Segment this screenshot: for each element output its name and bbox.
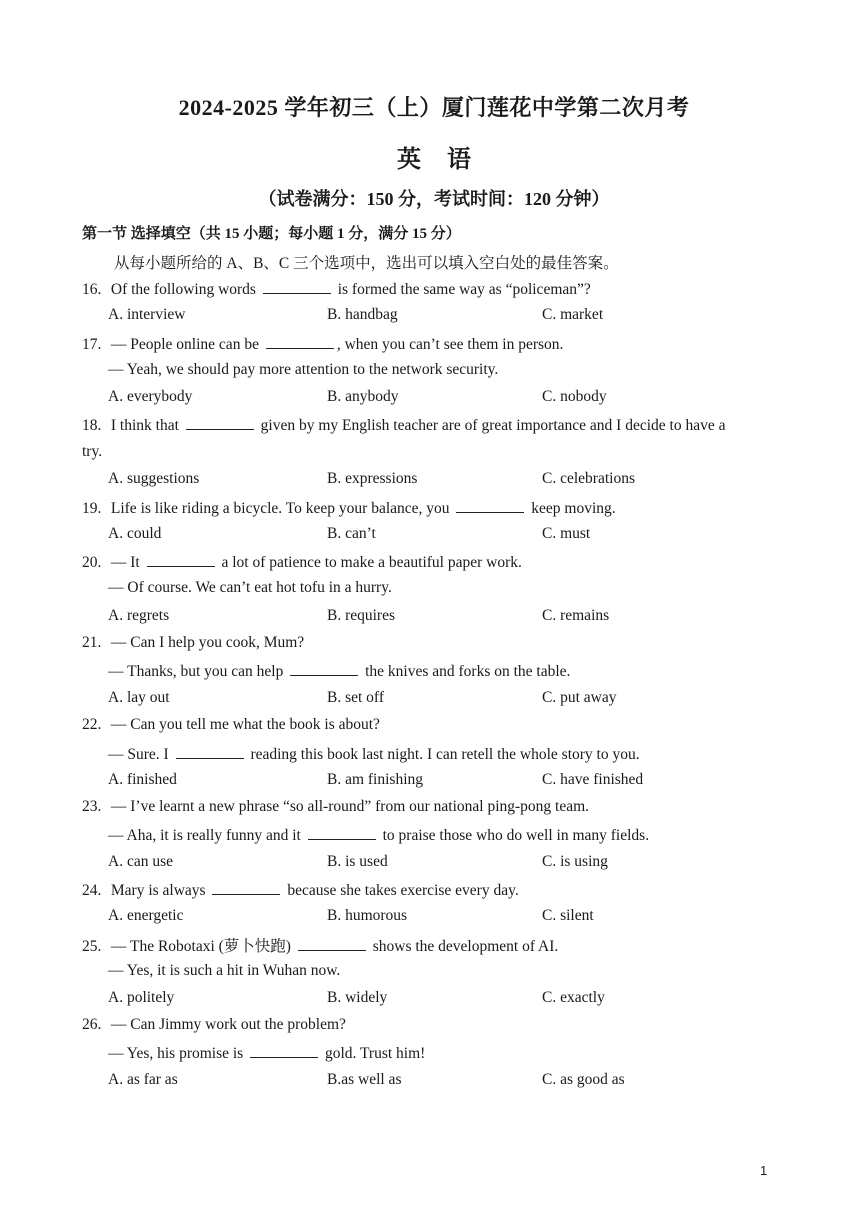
- option-b: B. humorous: [327, 907, 408, 924]
- question-18: [82, 415, 725, 435]
- question-number: 18.: [82, 417, 102, 434]
- option-c: C. nobody: [542, 388, 607, 405]
- option-b: B. anybody: [327, 388, 399, 405]
- question-line: [108, 825, 649, 845]
- question-text: shows the development of AI.: [372, 938, 559, 955]
- question-text: Of the following words: [110, 281, 256, 298]
- answer-blank: [176, 744, 244, 759]
- question-number: 20.: [82, 554, 102, 571]
- question-text: is formed the same way as “policeman”?: [337, 281, 591, 298]
- option-b: B. expressions: [327, 470, 418, 487]
- question-number: 26.: [82, 1016, 102, 1033]
- option-a: A. suggestions: [108, 470, 200, 487]
- option-c: C. put away: [542, 689, 617, 706]
- question-line: — Yeah, we should pay more attention to the network security.: [108, 361, 499, 378]
- question-text: keep moving.: [531, 500, 616, 517]
- question-text: — Thanks, but you can help: [108, 663, 284, 680]
- answer-blank: [147, 552, 215, 567]
- question-text: to praise those who do well in many fields.: [382, 827, 650, 844]
- question-text: Life is like riding a bicycle. To keep your balance, you: [110, 500, 450, 517]
- question-23: [82, 798, 589, 816]
- question-text: — Yes, his promise is: [108, 1045, 244, 1062]
- option-a: A. regrets: [108, 607, 170, 624]
- option-b: B. is used: [327, 853, 388, 870]
- question-24: [82, 880, 519, 900]
- option-a: A. could: [108, 525, 162, 542]
- section-instruction: 从每小题所给的 A、B、C 三个选项中，选出可以填入空白处的最佳答案。: [114, 255, 619, 272]
- option-b: B. handbag: [327, 306, 398, 323]
- subject-char-1: 英: [397, 147, 421, 173]
- question-number: 19.: [82, 500, 102, 517]
- question-number: 25.: [82, 938, 102, 955]
- option-c: C. is using: [542, 853, 608, 870]
- question-text: gold. Trust him!: [324, 1045, 426, 1062]
- section-heading: 第一节 选择填空（共 15 小题；每小题 1 分，满分 15 分）: [82, 226, 461, 242]
- question-number: 17.: [82, 336, 102, 353]
- question-19: [82, 498, 616, 518]
- question-line: [108, 1043, 425, 1063]
- question-26: [82, 1016, 346, 1034]
- question-number: 24.: [82, 882, 102, 899]
- option-a: A. finished: [108, 771, 177, 788]
- question-21: [82, 634, 304, 652]
- question-text: — Can Jimmy work out the problem?: [110, 1016, 346, 1033]
- question-20: [82, 552, 522, 572]
- answer-blank: [250, 1043, 318, 1058]
- answer-blank: [263, 279, 331, 294]
- question-text: Mary is always: [110, 882, 206, 899]
- question-number: 23.: [82, 798, 102, 815]
- option-b: B. requires: [327, 607, 396, 624]
- question-text: , when you can’t see them in person.: [336, 336, 564, 353]
- question-text: — Sure. I: [108, 746, 169, 763]
- answer-blank: [290, 661, 358, 676]
- page-number: 1: [760, 1163, 768, 1178]
- option-b: B. can’t: [327, 525, 376, 542]
- question-text: I think that: [110, 417, 179, 434]
- question-text: — I’ve learnt a new phrase “so all-round” from our national ping-pong team.: [110, 798, 590, 815]
- question-text: a lot of patience to make a beautiful paper work.: [221, 554, 522, 571]
- question-text: reading this book last night. I can retell the whole story to you.: [250, 746, 640, 763]
- option-c: C. have finished: [542, 771, 644, 788]
- question-text: the knives and forks on the table.: [365, 663, 571, 680]
- answer-blank: [308, 825, 376, 840]
- option-c: C. celebrations: [542, 470, 635, 487]
- question-text: — Aha, it is really funny and it: [108, 827, 301, 844]
- exam-title: 2024-2025 学年初三（上）厦门莲花中学第二次月考: [178, 95, 690, 120]
- option-c: C. market: [542, 306, 604, 323]
- answer-blank: [298, 936, 366, 951]
- question-text: because she takes exercise every day.: [287, 882, 519, 899]
- option-b: B. set off: [327, 689, 384, 706]
- answer-blank: [456, 498, 524, 513]
- option-a: A. lay out: [108, 689, 170, 706]
- question-number: 22.: [82, 716, 102, 733]
- question-line: — Of course. We can’t eat hot tofu in a hurry.: [108, 579, 392, 596]
- question-line: [108, 744, 640, 764]
- option-a: A. energetic: [108, 907, 184, 924]
- question-number: 16.: [82, 281, 102, 298]
- question-text: given by my English teacher are of great importance and I decide to have a: [260, 417, 726, 434]
- subject-char-2: 语: [447, 147, 471, 173]
- option-c: C. silent: [542, 907, 594, 924]
- question-line: — Yes, it is such a hit in Wuhan now.: [108, 962, 341, 979]
- question-22: [82, 716, 380, 734]
- option-c: C. remains: [542, 607, 610, 624]
- option-a: A. as far as: [108, 1071, 178, 1088]
- question-16: [82, 279, 591, 299]
- option-b: B. am finishing: [327, 771, 424, 788]
- question-text: — It: [110, 554, 140, 571]
- question-17: [82, 334, 563, 354]
- question-line: try.: [82, 443, 103, 460]
- option-a: A. interview: [108, 306, 186, 323]
- option-a: A. politely: [108, 989, 175, 1006]
- subject-title: [0, 139, 868, 174]
- question-text: — People online can be: [110, 336, 259, 353]
- answer-blank: [212, 880, 280, 895]
- option-c: C. must: [542, 525, 591, 542]
- answer-blank: [186, 415, 254, 430]
- option-c: C. as good as: [542, 1071, 625, 1088]
- exam-info: （试卷满分：150 分，考试时间：120 分钟）: [258, 189, 610, 209]
- answer-blank: [266, 334, 334, 349]
- option-b: B. widely: [327, 989, 388, 1006]
- question-text: — Can I help you cook, Mum?: [110, 634, 305, 651]
- question-text: — The Robotaxi (萝卜快跑): [110, 938, 291, 955]
- question-25: [82, 934, 558, 956]
- option-b: B.as well as: [327, 1071, 402, 1088]
- option-a: A. everybody: [108, 388, 193, 405]
- option-c: C. exactly: [542, 989, 605, 1006]
- question-number: 21.: [82, 634, 102, 651]
- option-a: A. can use: [108, 853, 173, 870]
- question-line: [108, 661, 570, 681]
- question-text: — Can you tell me what the book is about?: [110, 716, 380, 733]
